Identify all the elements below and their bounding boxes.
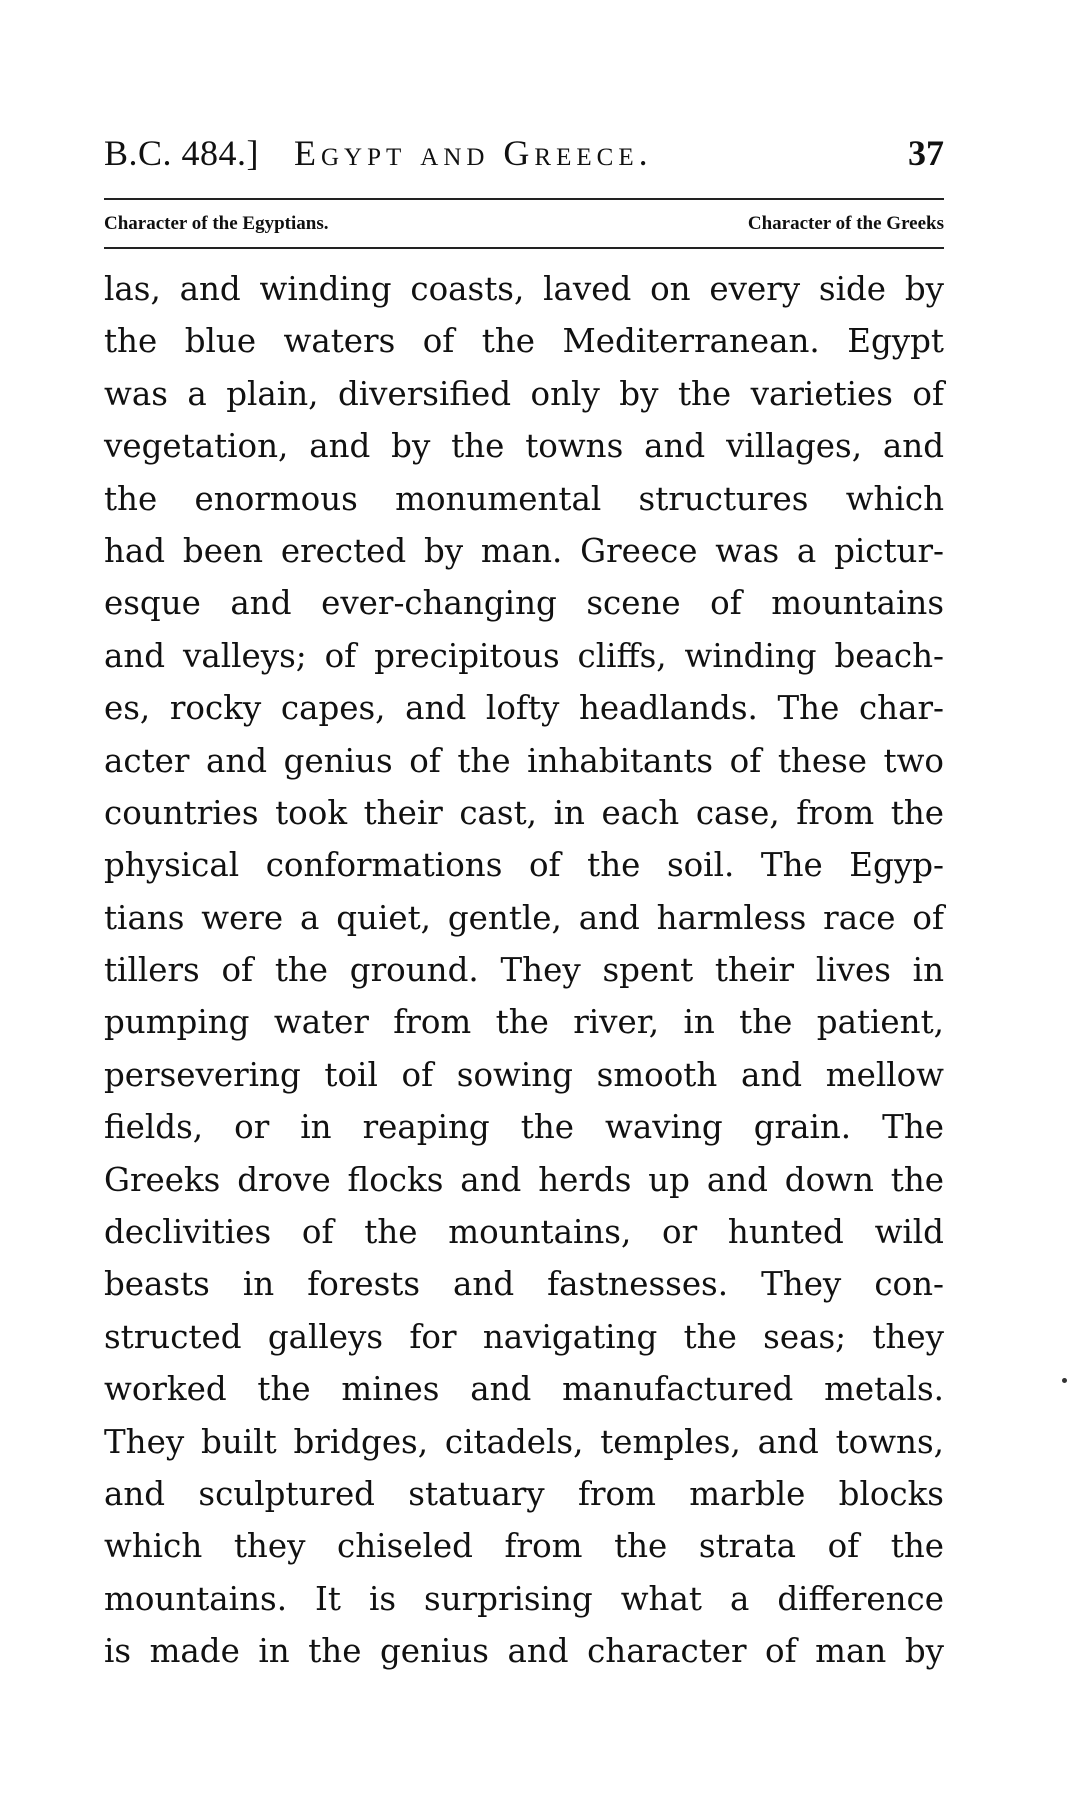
text-line: the blue waters of the Mediterranean. Egypt: [104, 322, 944, 361]
text-line: vegetation, and by the towns and villages, and: [104, 427, 944, 466]
text-line: beasts in forests and fastnesses. They con-: [104, 1265, 944, 1304]
text-line: They built bridges, citadels, temples, and towns,: [104, 1422, 944, 1461]
header-rule-bottom: [104, 247, 944, 249]
page-number: 37: [908, 133, 944, 173]
text-line: pumping water from the river, in the patient,: [104, 1003, 944, 1042]
date-reference: B.C. 484.]: [104, 133, 260, 173]
text-line: es, rocky capes, and lofty headlands. The char-: [104, 689, 944, 728]
side-note-left: Character of the Egyptians.: [104, 213, 329, 234]
text-line: persevering toil of sowing smooth and mellow: [104, 1055, 944, 1094]
text-line: acter and genius of the inhabitants of these two: [104, 741, 944, 780]
text-line: las, and winding coasts, laved on every side by: [104, 270, 944, 308]
text-line: structed galleys for navigating the seas; they: [104, 1317, 944, 1356]
text-line: countries took their cast, in each case, from the: [104, 793, 944, 832]
side-note-right: Character of the Greeks: [747, 213, 944, 234]
text-line: tians were a quiet, gentle, and harmless race of: [104, 898, 944, 937]
text-line: esque and ever-changing scene of mountains: [104, 584, 944, 623]
body-text: [104, 263, 944, 1678]
text-line: declivities of the mountains, or hunted wild: [104, 1213, 944, 1252]
text-line: is made in the genius and character of man by: [104, 1632, 944, 1671]
text-line: and valleys; of precipitous cliffs, winding beach-: [104, 636, 944, 675]
text-line: Greeks drove flocks and herds up and down the: [104, 1160, 944, 1199]
print-speck: [1062, 1378, 1067, 1383]
header-rule-top: [104, 198, 944, 200]
side-notes: [104, 204, 944, 244]
text-line: worked the mines and manufactured metals.: [104, 1370, 944, 1409]
text-line: had been erected by man. Greece was a pictur-: [104, 531, 944, 570]
text-line: tillers of the ground. They spent their lives in: [104, 951, 944, 990]
text-line: mountains. It is surprising what a difference: [104, 1579, 944, 1618]
text-line: was a plain, diversified only by the varieties of: [104, 374, 944, 413]
text-line: physical conformations of the soil. The Egyp-: [104, 846, 944, 885]
running-title: Egypt and Greece.: [294, 133, 653, 173]
text-line: the enormous monumental structures which: [104, 479, 944, 518]
text-line: which they chiseled from the strata of the: [104, 1527, 944, 1566]
text-line: fields, or in reaping the waving grain. The: [104, 1108, 944, 1147]
text-line: and sculptured statuary from marble blocks: [104, 1474, 944, 1513]
running-head: [104, 128, 944, 178]
